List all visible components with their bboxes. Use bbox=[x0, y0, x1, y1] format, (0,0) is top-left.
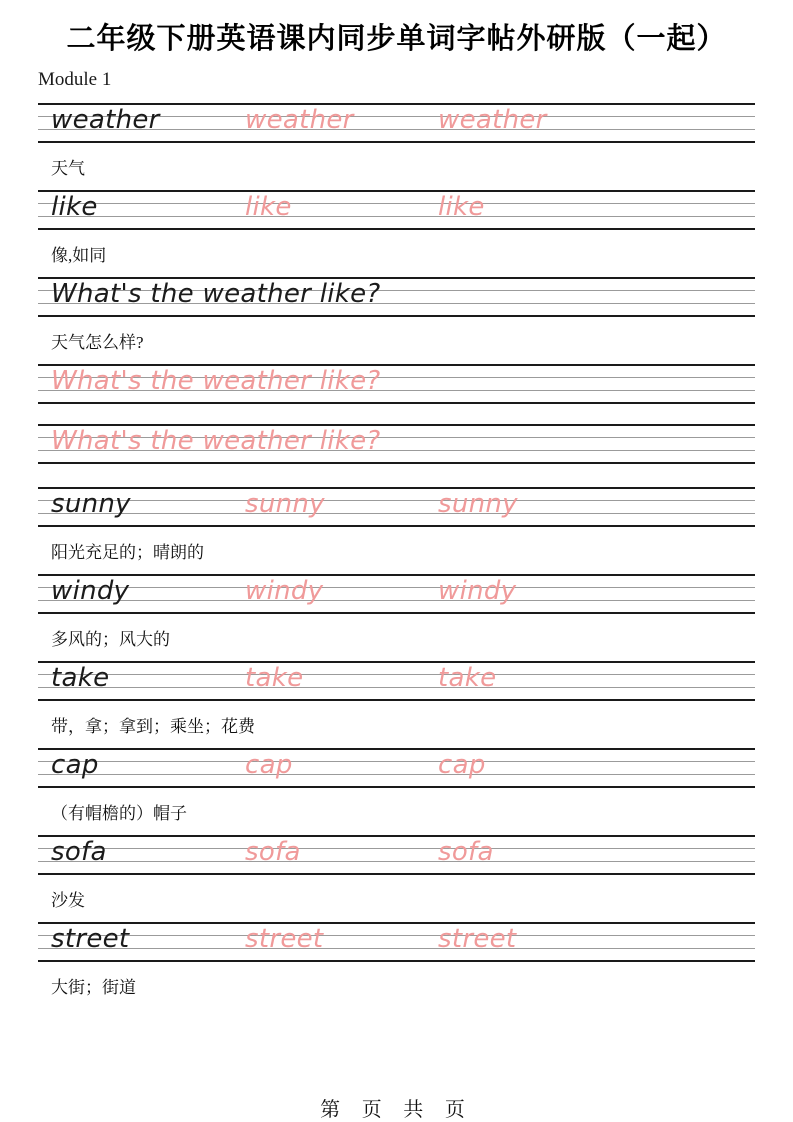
definition-sofa: 沙发 bbox=[51, 891, 85, 910]
word-trace-2: like bbox=[438, 192, 485, 222]
word-trace-1: sunny bbox=[245, 489, 325, 519]
stave-sofa bbox=[38, 835, 755, 875]
stave-windy bbox=[38, 574, 755, 614]
definition-phrase: 天气怎么样? bbox=[51, 333, 144, 352]
worksheet-page bbox=[38, 0, 755, 1122]
row-spacer bbox=[38, 464, 755, 487]
stave-take bbox=[38, 661, 755, 701]
word-black: sofa bbox=[51, 837, 107, 867]
stave-phrase-black bbox=[38, 277, 755, 317]
word-trace-2: weather bbox=[438, 105, 547, 135]
page-number-footer: 第 页 共 页 bbox=[320, 1099, 473, 1121]
word-black: like bbox=[51, 192, 98, 222]
word-trace-1: windy bbox=[245, 576, 324, 606]
definition-like: 像,如同 bbox=[51, 246, 107, 265]
word-trace-1: take bbox=[245, 663, 304, 693]
stave-like bbox=[38, 190, 755, 230]
word-trace-2: sunny bbox=[438, 489, 518, 519]
word-black: weather bbox=[51, 105, 160, 135]
word-trace-2: street bbox=[438, 924, 517, 954]
stave-phrase-trace-2 bbox=[38, 424, 755, 464]
page-title: 二年级下册英语课内同步单词字帖外研版（一起） bbox=[66, 23, 727, 55]
word-black: windy bbox=[51, 576, 130, 606]
word-black: take bbox=[51, 663, 110, 693]
definition-street: 大街；街道 bbox=[51, 978, 136, 997]
stave-sunny bbox=[38, 487, 755, 527]
stave-weather bbox=[38, 103, 755, 143]
word-trace-2: cap bbox=[438, 750, 486, 780]
definition-cap: （有帽檐的）帽子 bbox=[51, 804, 187, 823]
stave-street bbox=[38, 922, 755, 962]
word-trace-1: street bbox=[245, 924, 324, 954]
phrase-black: What's the weather like? bbox=[51, 279, 381, 309]
word-trace-1: sofa bbox=[245, 837, 301, 867]
definition-windy: 多风的；风大的 bbox=[51, 630, 170, 649]
word-black: sunny bbox=[51, 489, 131, 519]
word-trace-1: weather bbox=[245, 105, 354, 135]
word-trace-2: windy bbox=[438, 576, 517, 606]
word-black: street bbox=[51, 924, 130, 954]
definition-weather: 天气 bbox=[51, 159, 85, 178]
word-trace-2: sofa bbox=[438, 837, 494, 867]
word-trace-1: cap bbox=[245, 750, 293, 780]
word-trace-1: like bbox=[245, 192, 292, 222]
module-label: Module 1 bbox=[38, 69, 112, 90]
stave-phrase-trace-1 bbox=[38, 364, 755, 404]
definition-take: 带，拿；拿到；乘坐；花费 bbox=[51, 717, 255, 736]
stave-cap bbox=[38, 748, 755, 788]
row-spacer bbox=[38, 404, 755, 424]
phrase-trace: What's the weather like? bbox=[51, 366, 381, 396]
word-black: cap bbox=[51, 750, 99, 780]
word-trace-2: take bbox=[438, 663, 497, 693]
definition-sunny: 阳光充足的；晴朗的 bbox=[51, 543, 204, 562]
phrase-trace: What's the weather like? bbox=[51, 426, 381, 456]
